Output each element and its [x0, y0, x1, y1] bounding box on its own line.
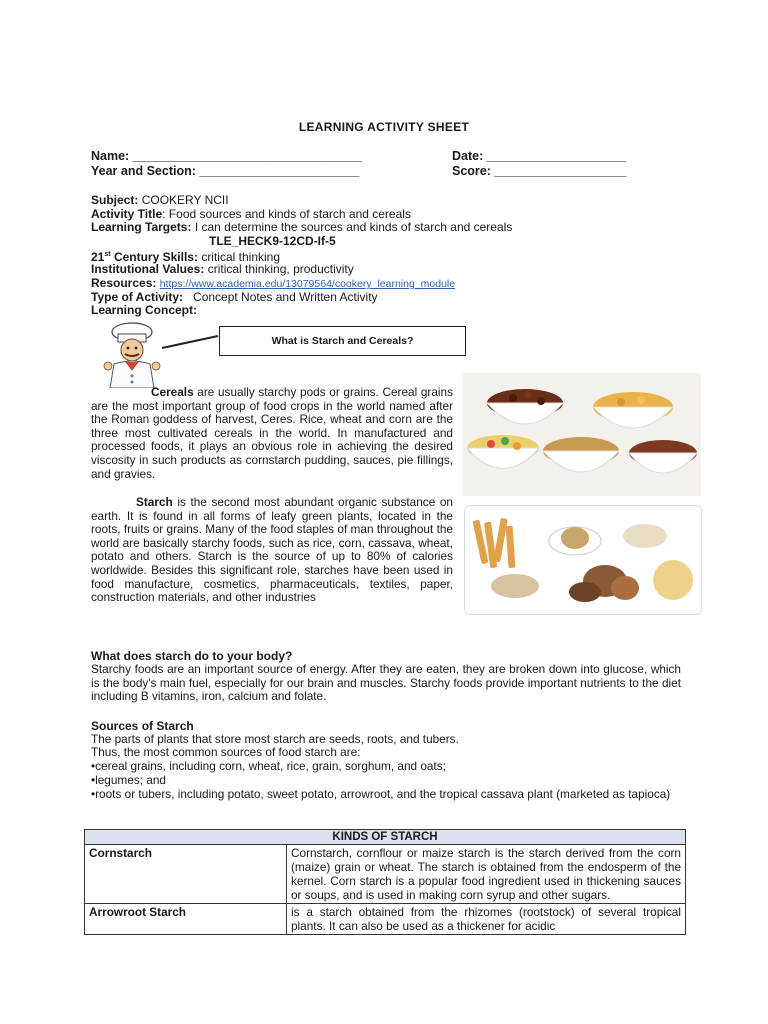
sources-line-1: The parts of plants that store most starch are seeds, roots, and tubers.	[91, 732, 459, 746]
resources-link[interactable]: https://www.academia.edu/13079564/cookery_learning_module	[159, 278, 456, 290]
starch-cereals-callout: What is Starch and Cereals?	[219, 326, 466, 356]
targets-label: Learning Targets:	[91, 220, 192, 234]
body-heading: What does starch do to your body?	[91, 649, 293, 663]
name-field[interactable]: Name: _________________________________	[91, 149, 363, 163]
chef-cartoon-icon	[92, 322, 222, 388]
cereals-term: Cereals	[151, 385, 194, 399]
score-field[interactable]: Score: ___________________	[452, 164, 627, 178]
subject-label: Subject:	[91, 193, 139, 207]
kind-name: Arrowroot Starch	[85, 904, 287, 935]
table-header: KINDS OF STARCH	[85, 830, 686, 845]
skills-label-text: Century Skills:	[113, 250, 198, 264]
values-value: critical thinking, productivity	[207, 262, 354, 276]
cereals-paragraph	[91, 386, 453, 481]
targets-value: I can determine the sources and kinds of starch and cereals	[194, 220, 513, 234]
skills-value: critical thinking	[201, 250, 281, 264]
kind-description: Cornstarch, cornflour or maize starch is the starch derived from the corn (maize) grain or wheat. The starch is obtained from the endosperm of the kernel. Corn starch is a popular food ingredient used in thickening sauces or soups, and is used in making corn syrup and other sugars.	[287, 845, 686, 904]
sources-item-cereal-grains: •cereal grains, including corn, wheat, rice, grain, sorghum, and oats;	[91, 759, 446, 773]
competency-code: TLE_HECK9-12CD-If-5	[209, 234, 336, 248]
table-row	[85, 845, 686, 904]
type-line	[91, 290, 378, 304]
subject-line	[91, 193, 229, 207]
activity-label: Activity Title	[91, 207, 163, 221]
year-section-field[interactable]: Year and Section: _______________________	[91, 164, 360, 178]
cereals-text: are usually starchy pods or grains. Cereal grains are the most important group of food crops in the world named after the Roman goddess of harvest, Ceres. Rice, wheat and corn are the three most cultivated cereals in the world. In manufactured and processed foods, it plays an obvious role in achieving the desired viscosity in such products as cornstarch pudding, sauces, pie fillings, and gravies.	[91, 385, 453, 481]
starch-sources-photo	[464, 505, 702, 615]
sheet-title: LEARNING ACTIVITY SHEET	[298, 120, 470, 134]
resources-line	[91, 276, 455, 291]
type-value: Concept Notes and Written Activity	[193, 290, 378, 304]
starch-term: Starch	[136, 495, 173, 509]
sources-item-roots: •roots or tubers, including potato, sweet potato, arrowroot, and the tropical cassava plant (marketed as tapioca)	[91, 787, 671, 801]
table-row	[85, 904, 686, 935]
type-label: Type of Activity:	[91, 290, 184, 304]
concept-line	[91, 303, 197, 317]
activity-value: : Food sources and kinds of starch and cereals	[162, 207, 411, 221]
sources-line-2: Thus, the most common sources of food starch are:	[91, 745, 361, 759]
date-field[interactable]: Date: ____________________	[452, 149, 626, 163]
kind-description: is a starch obtained from the rhizomes (rootstock) of several tropical plants. It can also be used as a thickener for acidic	[287, 904, 686, 935]
skills-label-sup: st	[104, 251, 111, 258]
body-text: Starchy foods are an important source of energy. After they are eaten, they are broken down into glucose, which is the body's main fuel, especially for our brain and muscles. Starchy foods provide important nutrients to the diet including B vitamins, iron, calcium and folate.	[91, 662, 681, 704]
skills-label-number: 21	[91, 250, 105, 264]
activity-line	[91, 207, 411, 221]
starch-text: is the second most abundant organic substance on earth. It is found in all forms of leafy green plants, located in the roots, fruits or grains. Many of the food staples of man throughout the world are basically starchy foods, such as rice, corn, cassava, wheat, potato and others. Starch is the source of up to 80% of calories worldwide. Besides this significant role, starches have been used in food manufacture, cosmetics, pharmaceuticals, textiles, paper, construction materials, and other industries	[91, 495, 453, 605]
starch-paragraph	[91, 496, 453, 605]
concept-label: Learning Concept:	[91, 303, 198, 317]
targets-line	[91, 220, 512, 234]
resources-label: Resources:	[91, 276, 157, 290]
subject-value: COOKERY NCII	[141, 193, 229, 207]
kind-name: Cornstarch	[85, 845, 287, 904]
values-line	[91, 262, 354, 276]
sources-heading: Sources of Starch	[91, 719, 194, 733]
kinds-of-starch-table	[84, 829, 686, 935]
cereal-bowls-photo	[463, 373, 701, 496]
values-label: Institutional Values:	[91, 262, 205, 276]
sources-item-legumes: •legumes; and	[91, 773, 166, 787]
